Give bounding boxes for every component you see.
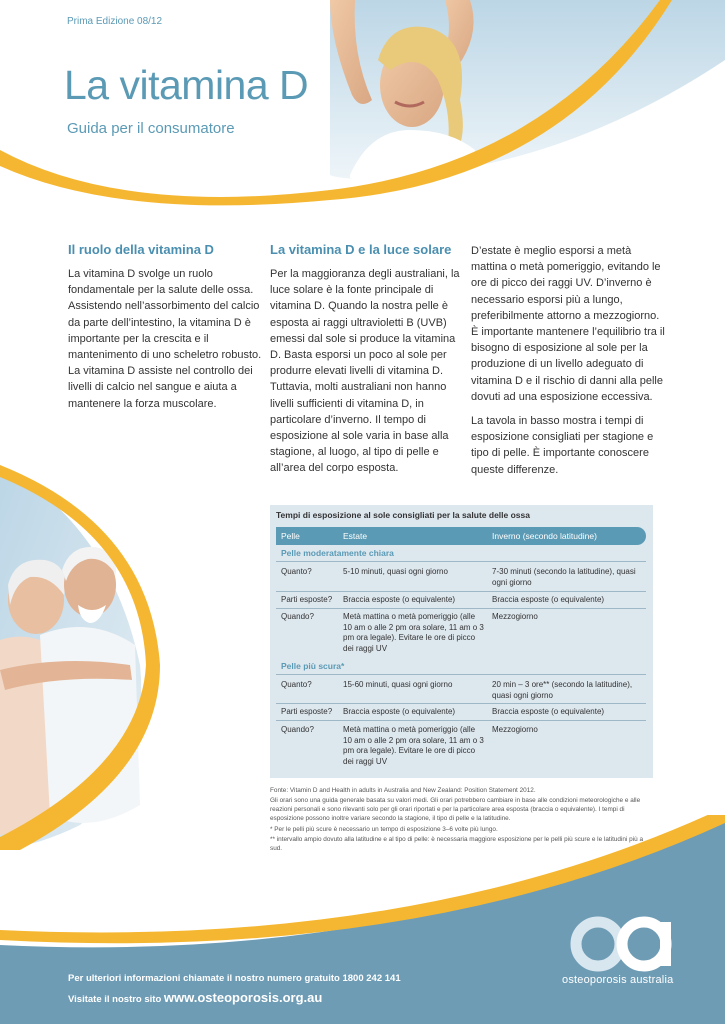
- table-cell: Quanto?: [281, 567, 312, 576]
- couple-photo: [0, 465, 160, 850]
- table-cell: Mezzogiorno: [492, 725, 538, 734]
- table-cell: Quando?: [281, 725, 314, 734]
- table-cell: Parti esposte?: [281, 595, 333, 604]
- osteoporosis-australia-logo: [568, 912, 688, 972]
- section-text-sunlight: Per la maggioranza degli australiani, la luce solare è la fonte principale di vitamina D. Quando la nostra pelle è esposta ai raggi ultravioletti B (UVB) emessi dal sole si produce la vitamina D. Basta esporsi un poco al sole per produrre elevati livelli di vitamina D. Tuttavia, molti australiani non hanno livelli sufficienti di vitamina D, in particolare d’inverno. Il tempo di esposizione al sole varia in base alla stagione, al luogo, al tipo di pelle e all’area del corpo esposta.: [270, 268, 460, 475]
- table-header-winter: Inverno (secondo latitudine): [492, 531, 597, 541]
- table-header-summer: Estate: [343, 531, 368, 541]
- table-title: Tempi di esposizione al sole consigliati per la salute delle ossa: [276, 510, 530, 520]
- table-cell: Braccia esposte (o equivalente): [343, 595, 456, 604]
- section-text-timing: D’estate è meglio esporsi a metà mattina o metà pomeriggio, evitando le ore di picco dei raggi UV. D’inverno è necessario esporsi più a lungo, preferibilmente attorno a mezzogiorno. È importante mantenere l’equilibrio tra il bisogno di esposizione al sole per la produzione di un livello adeguato di vitamina D e il rischio di danni alla pelle dovuti ad una esposizione eccessiva.: [471, 245, 665, 403]
- table-cell: Quanto?: [281, 680, 312, 689]
- table-header-skin: Pelle: [281, 531, 300, 541]
- page-title: La vitamina D: [64, 62, 309, 108]
- footer-phone-number[interactable]: 1800 242 141: [342, 973, 401, 984]
- logo-text: osteoporosis australia: [562, 974, 674, 986]
- edition-label: Prima Edizione 08/12: [67, 16, 163, 27]
- section-text-role: La vitamina D svolge un ruolo fondamentale per la salute delle ossa. Assistendo nell’assorbimento del calcio da parte dell’intestino, la vitamina D è importante per la crescita e il mantenimento di uno scheletro robusto. La vitamina D assiste nel controllo dei livelli di calcio nel sangue e aiuta a mantenere la forza muscolare.: [68, 268, 262, 410]
- footer-phone-line: [68, 973, 488, 984]
- footnote-double-star: ** intervallo ampio dovuto alla latitudine e al tipo di pelle: è necessaria maggiore esposizione per le pelli più scure e le latitudini più a sud.: [270, 836, 644, 852]
- table-cell: Parti esposte?: [281, 707, 333, 716]
- table-divider: [276, 591, 646, 592]
- table-source-note: Fonte: Vitamin D and Health in adults in Australia and New Zealand: Position Statement 2012.: [270, 787, 536, 794]
- footer-website-line: [68, 990, 488, 1005]
- section-heading-sunlight: La vitamina D e la luce solare: [270, 242, 452, 257]
- table-section-dark-skin: Pelle più scura*: [281, 661, 345, 671]
- table-cell: Metà mattina o metà pomeriggio (alle 10 am o alle 2 pm ora solare, 11 am o 3 pm ora legale). Evitare le ore di picco dei raggi UV: [343, 612, 484, 653]
- table-cell: Mezzogiorno: [492, 612, 538, 621]
- table-section-light-skin: Pelle moderatamente chiara: [281, 548, 394, 558]
- table-divider: [276, 674, 646, 675]
- table-cell: Braccia esposte (o equivalente): [343, 707, 456, 716]
- table-cell: 5-10 minuti, quasi ogni giorno: [343, 567, 448, 576]
- table-divider: [276, 608, 646, 609]
- footer-phone-prefix: Per ulteriori informazioni chiamate il nostro numero gratuito: [68, 973, 343, 984]
- table-cell: Braccia esposte (o equivalente): [492, 595, 605, 604]
- footnote-single-star: * Per le pelli più scure è necessario un tempo di esposizione 3–6 volte più lungo.: [270, 826, 498, 833]
- table-divider: [276, 720, 646, 721]
- footer-website-link[interactable]: www.osteoporosis.org.au: [163, 990, 323, 1005]
- table-cell: 20 min – 3 ore** (secondo la latitudine), quasi ogni giorno: [492, 680, 633, 700]
- table-divider: [276, 561, 646, 562]
- table-cell: 7-30 minuti (secondo la latitudine), quasi ogni giorno: [492, 567, 636, 587]
- logo-mark: [568, 912, 688, 972]
- table-cell: 15-60 minuti, quasi ogni giorno: [343, 680, 453, 689]
- footer-website-prefix: Visitate il nostro sito: [68, 994, 164, 1005]
- section-heading-role: Il ruolo della vitamina D: [68, 242, 214, 257]
- section-text-table-intro: La tavola in basso mostra i tempi di esposizione consigliati per stagione e tipo di pelle. È importante conoscere queste differenze.: [471, 415, 654, 476]
- table-divider: [276, 703, 646, 704]
- table-cell: Quando?: [281, 612, 314, 621]
- page-subtitle: Guida per il consumatore: [67, 120, 235, 137]
- table-cell: Metà mattina o metà pomeriggio (alle 10 am o alle 2 pm ora solare, 11 am o 3 pm ora legale). Evitare le ore di picco dei raggi UV: [343, 725, 484, 766]
- table-cell: Braccia esposte (o equivalente): [492, 707, 605, 716]
- table-general-note: Gli orari sono una guida generale basata su valori medi. Gli orari potrebbero cambiare in base alle condizioni meteorologiche e alle reazioni personali e sono rilevanti solo per gli orari riportati e per la particolare area esposta (braccia o equivalente). I tempi di esposizione possono inoltre variare secondo la stagione, il tipo di pelle e la latitudine.: [270, 797, 641, 822]
